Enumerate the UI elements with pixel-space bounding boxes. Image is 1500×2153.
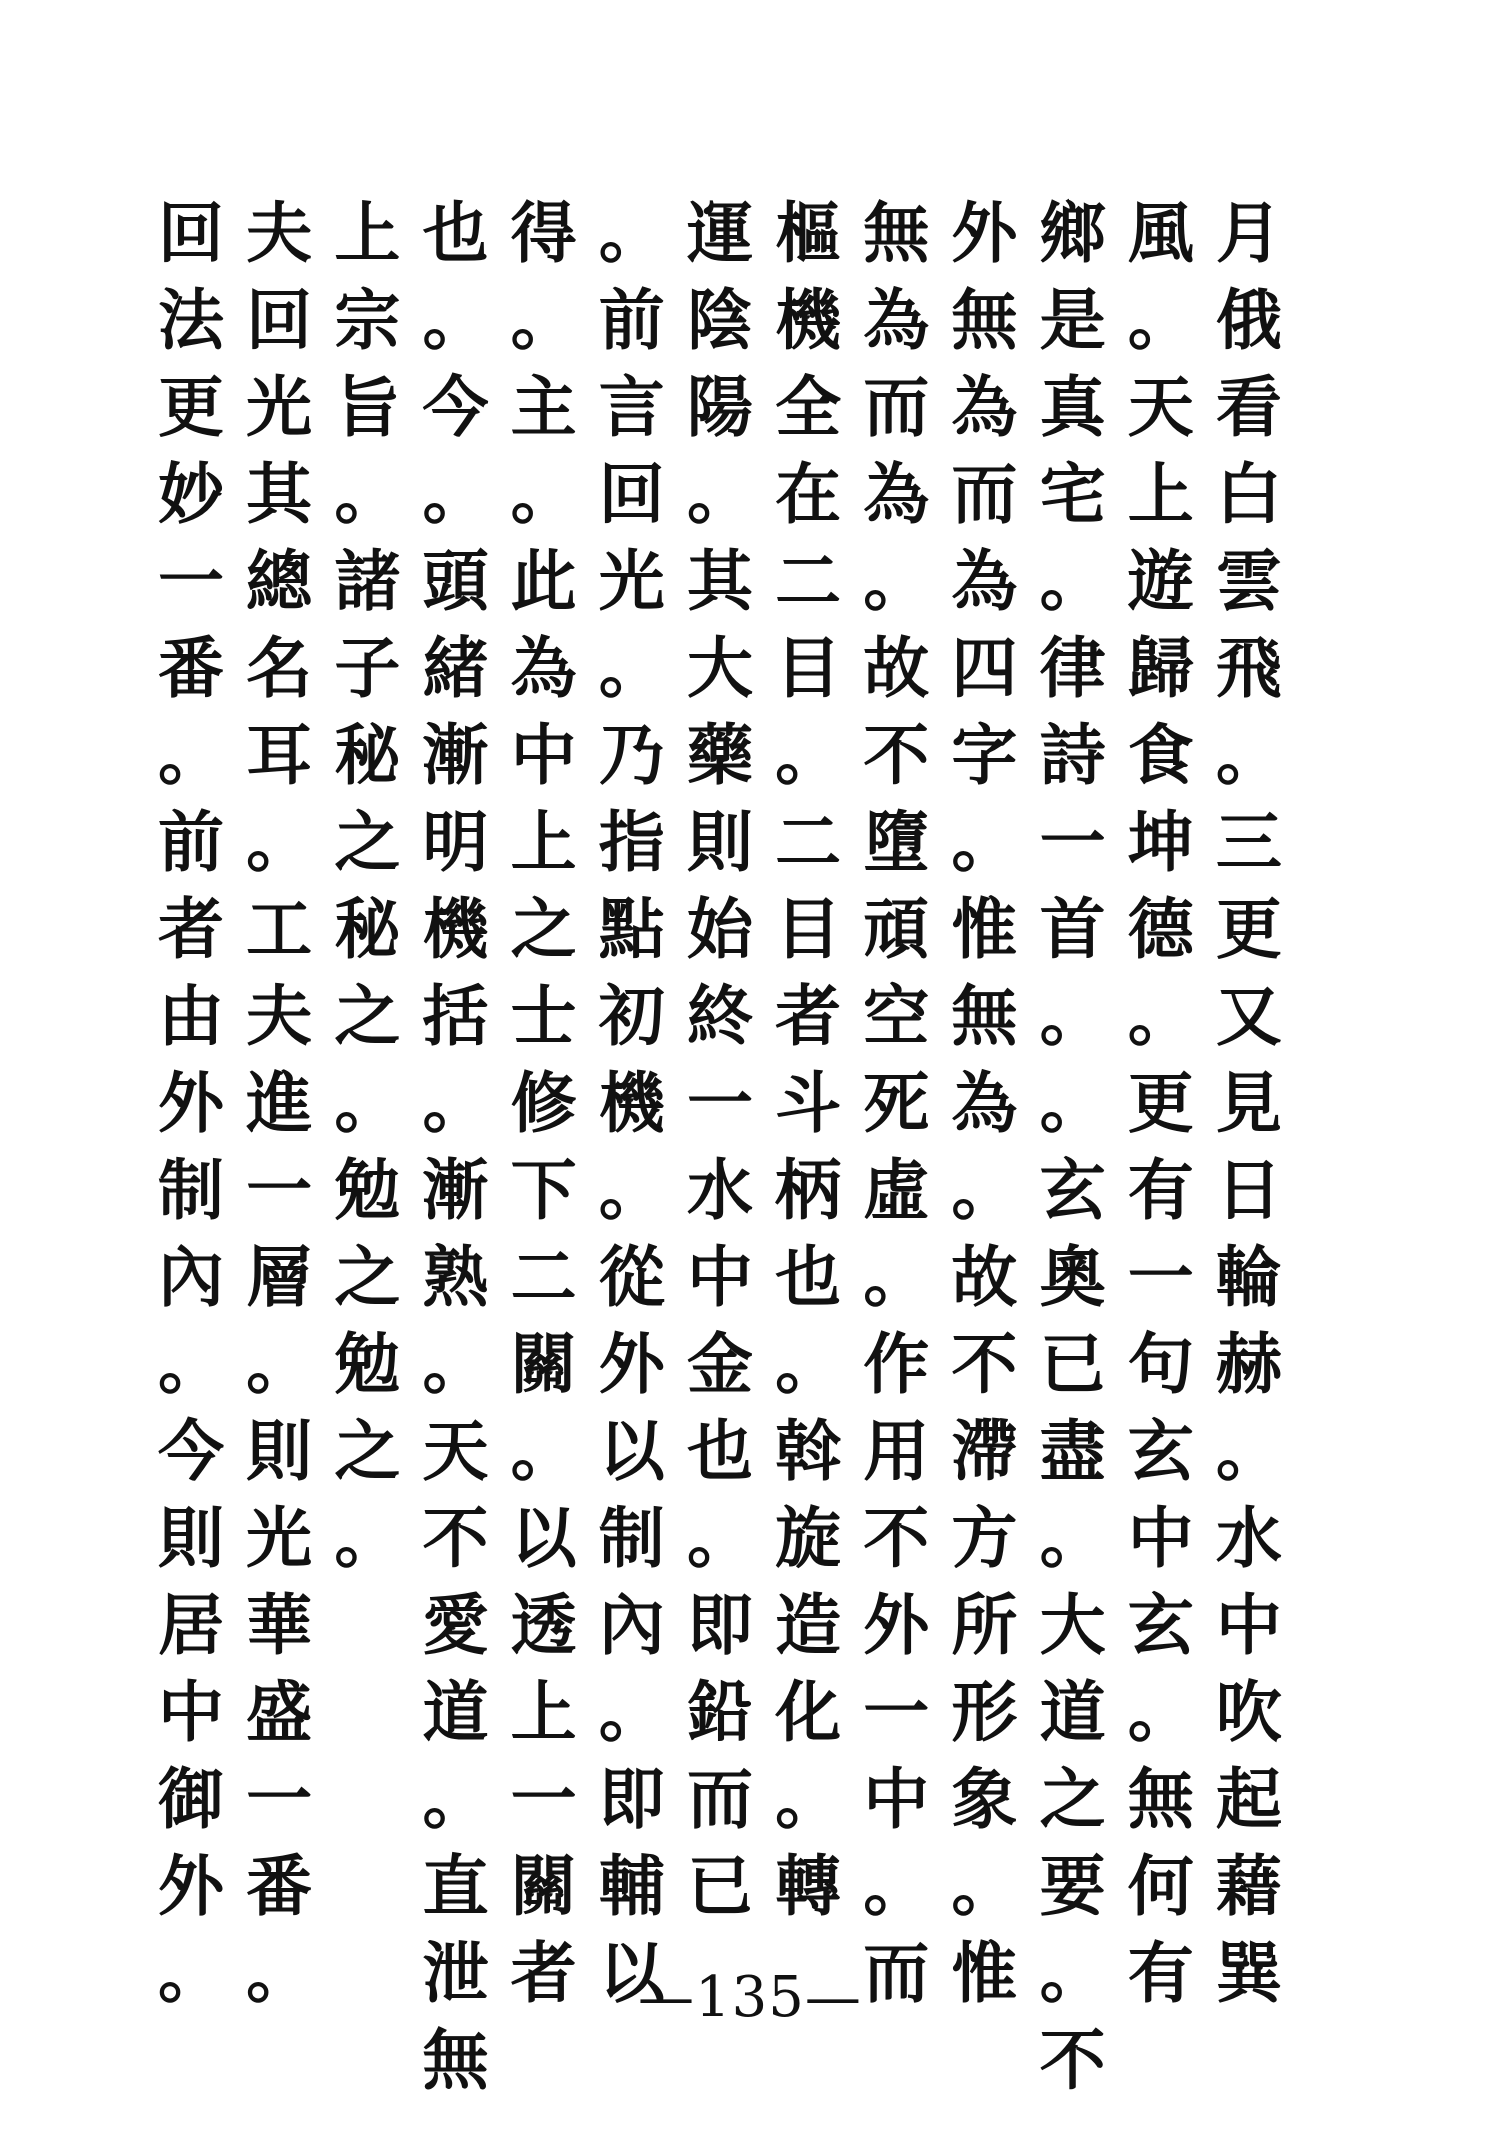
glyph: 吹 <box>1215 1673 1282 1751</box>
text-column <box>1032 190 1114 2099</box>
glyph: 赫 <box>1215 1325 1282 1403</box>
glyph: 無 <box>422 2021 489 2099</box>
glyph: 中 <box>1215 1586 1282 1664</box>
glyph: 。 <box>1039 1499 1106 1577</box>
glyph: 金 <box>686 1325 753 1403</box>
glyph: 上 <box>1127 455 1194 533</box>
glyph: 一 <box>686 1064 753 1142</box>
glyph: 全 <box>775 368 842 446</box>
glyph: 外 <box>158 1847 224 1925</box>
glyph: 輔 <box>598 1847 665 1925</box>
glyph: 。 <box>1127 281 1194 359</box>
glyph: 。 <box>1215 1412 1282 1490</box>
glyph: 月 <box>1215 194 1282 272</box>
glyph: 中 <box>510 716 577 794</box>
glyph: 層 <box>246 1238 313 1316</box>
glyph: 頑 <box>863 890 930 968</box>
glyph: 漸 <box>422 1151 489 1229</box>
glyph: 無 <box>951 281 1018 359</box>
glyph: 。 <box>510 281 577 359</box>
glyph: 內 <box>598 1586 665 1664</box>
glyph: 空 <box>863 977 930 1055</box>
glyph: 玄 <box>1127 1412 1194 1490</box>
glyph: 二 <box>510 1238 577 1316</box>
glyph: 日 <box>1215 1151 1282 1229</box>
glyph: 斡 <box>775 1412 842 1490</box>
glyph: 轉 <box>775 1847 842 1925</box>
glyph: 進 <box>246 1064 313 1142</box>
glyph: 主 <box>510 368 577 446</box>
glyph: 真 <box>1039 368 1106 446</box>
glyph: 。 <box>422 281 489 359</box>
glyph: 以 <box>510 1499 577 1577</box>
glyph: 四 <box>951 629 1018 707</box>
glyph: 點 <box>598 890 665 968</box>
glyph: 今 <box>158 1412 224 1490</box>
glyph: 秘 <box>334 716 401 794</box>
glyph: 天 <box>422 1412 489 1490</box>
glyph: 更 <box>1215 890 1282 968</box>
glyph: 墮 <box>863 803 930 881</box>
glyph: 用 <box>863 1412 930 1490</box>
glyph: 。 <box>1215 716 1282 794</box>
glyph: 之 <box>334 803 401 881</box>
glyph: 機 <box>598 1064 665 1142</box>
glyph: 外 <box>598 1325 665 1403</box>
glyph: 者 <box>158 890 224 968</box>
glyph: 機 <box>775 281 842 359</box>
glyph: 道 <box>1039 1673 1106 1751</box>
glyph: 制 <box>598 1499 665 1577</box>
glyph: 。 <box>246 1934 313 2012</box>
glyph: 宗 <box>334 281 401 359</box>
glyph: 為 <box>863 455 930 533</box>
glyph: 以 <box>598 1934 665 2012</box>
glyph: 一 <box>246 1760 313 1838</box>
glyph: 御 <box>158 1760 224 1838</box>
glyph: 二 <box>775 542 842 620</box>
glyph: 一 <box>863 1673 930 1751</box>
glyph: 死 <box>863 1064 930 1142</box>
glyph: 藥 <box>686 716 753 794</box>
text-column <box>414 190 496 2099</box>
glyph: 前 <box>598 281 665 359</box>
glyph: 以 <box>598 1412 665 1490</box>
text-column <box>591 190 673 2012</box>
glyph: 法 <box>158 281 224 359</box>
glyph: 番 <box>158 629 224 707</box>
glyph: 天 <box>1127 368 1194 446</box>
glyph: 大 <box>686 629 753 707</box>
glyph: 耳 <box>246 716 313 794</box>
glyph: 之 <box>334 1412 401 1490</box>
glyph: 。 <box>246 803 313 881</box>
glyph: 。 <box>863 1847 930 1925</box>
glyph: 者 <box>775 977 842 1055</box>
glyph: 造 <box>775 1586 842 1664</box>
glyph: 士 <box>510 977 577 1055</box>
glyph: 道 <box>422 1673 489 1751</box>
glyph: 。 <box>863 542 930 620</box>
glyph: 方 <box>951 1499 1018 1577</box>
glyph: 回 <box>246 281 313 359</box>
glyph: 。 <box>246 1325 313 1403</box>
glyph: 形 <box>951 1673 1018 1751</box>
glyph: 而 <box>686 1760 753 1838</box>
glyph: 。 <box>1039 542 1106 620</box>
text-column <box>767 190 849 1930</box>
glyph: 宅 <box>1039 455 1106 533</box>
glyph: 華 <box>246 1586 313 1664</box>
glyph: 妙 <box>158 455 224 533</box>
glyph: 。 <box>1127 977 1194 1055</box>
glyph: 頭 <box>422 542 489 620</box>
glyph: 一 <box>158 542 224 620</box>
glyph: 回 <box>598 455 665 533</box>
glyph: 不 <box>1039 2021 1106 2099</box>
glyph: 不 <box>863 1499 930 1577</box>
glyph: 。 <box>1127 1673 1194 1751</box>
glyph: 是 <box>1039 281 1106 359</box>
glyph: 漸 <box>422 716 489 794</box>
glyph: 雲 <box>1215 542 1282 620</box>
glyph: 詩 <box>1039 716 1106 794</box>
glyph: 。 <box>158 1934 224 2012</box>
glyph: 名 <box>246 629 313 707</box>
glyph: 泄 <box>422 1934 489 2012</box>
glyph: 三 <box>1215 803 1282 881</box>
glyph: 鄉 <box>1039 194 1106 272</box>
glyph: 工 <box>246 890 313 968</box>
glyph: 白 <box>1215 455 1282 533</box>
glyph: 運 <box>686 194 753 272</box>
glyph: 首 <box>1039 890 1106 968</box>
glyph: 水 <box>686 1151 753 1229</box>
glyph: 即 <box>598 1760 665 1838</box>
glyph: 無 <box>951 977 1018 1055</box>
glyph: 中 <box>686 1238 753 1316</box>
glyph: 明 <box>422 803 489 881</box>
glyph: 。 <box>598 1151 665 1229</box>
glyph: 句 <box>1127 1325 1194 1403</box>
glyph: 前 <box>158 803 224 881</box>
glyph: 陰 <box>686 281 753 359</box>
glyph: 之 <box>510 890 577 968</box>
glyph: 則 <box>686 803 753 881</box>
glyph: 更 <box>158 368 224 446</box>
glyph: 。 <box>775 1760 842 1838</box>
text-column <box>326 190 408 1930</box>
text-column <box>503 190 585 2012</box>
glyph: 不 <box>422 1499 489 1577</box>
glyph: 。 <box>1039 1934 1106 2012</box>
glyph: 上 <box>510 803 577 881</box>
glyph: 始 <box>686 890 753 968</box>
glyph: 。 <box>422 1760 489 1838</box>
glyph: 奧 <box>1039 1238 1106 1316</box>
glyph: 一 <box>1127 1238 1194 1316</box>
glyph: 柄 <box>775 1151 842 1229</box>
glyph: 。 <box>863 1238 930 1316</box>
glyph: 巽 <box>1215 1934 1282 2012</box>
glyph: 其 <box>246 455 313 533</box>
text-column <box>238 190 320 2012</box>
glyph: 機 <box>422 890 489 968</box>
glyph: 。 <box>510 455 577 533</box>
glyph: 遊 <box>1127 542 1194 620</box>
glyph: 。 <box>158 716 224 794</box>
glyph: 已 <box>1039 1325 1106 1403</box>
glyph: 。 <box>686 455 753 533</box>
glyph: 。 <box>598 629 665 707</box>
glyph: 。 <box>598 194 665 272</box>
glyph: 食 <box>1127 716 1194 794</box>
text-column <box>943 190 1025 2012</box>
glyph: 俄 <box>1215 281 1282 359</box>
glyph: 光 <box>246 1499 313 1577</box>
glyph: 。 <box>334 1499 401 1577</box>
glyph: 修 <box>510 1064 577 1142</box>
glyph: 鉛 <box>686 1673 753 1751</box>
glyph: 斗 <box>775 1064 842 1142</box>
glyph: 故 <box>951 1238 1018 1316</box>
glyph: 。 <box>334 455 401 533</box>
text-column <box>1120 190 1202 2012</box>
glyph: 盛 <box>246 1673 313 1751</box>
glyph: 勉 <box>334 1151 401 1229</box>
glyph: 夫 <box>246 977 313 1055</box>
glyph: 則 <box>246 1412 313 1490</box>
glyph: 陽 <box>686 368 753 446</box>
glyph: 中 <box>863 1760 930 1838</box>
glyph: 之 <box>334 977 401 1055</box>
glyph: 惟 <box>951 890 1018 968</box>
glyph: 熟 <box>422 1238 489 1316</box>
glyph: 已 <box>686 1847 753 1925</box>
glyph: 歸 <box>1127 629 1194 707</box>
glyph: 見 <box>1215 1064 1282 1142</box>
text-column <box>855 190 937 2012</box>
glyph: 作 <box>863 1325 930 1403</box>
glyph: 起 <box>1215 1760 1282 1838</box>
glyph: 。 <box>422 455 489 533</box>
glyph: 在 <box>775 455 842 533</box>
glyph: 二 <box>775 803 842 881</box>
glyph: 此 <box>510 542 577 620</box>
glyph: 虛 <box>863 1151 930 1229</box>
glyph: 又 <box>1215 977 1282 1055</box>
glyph: 。 <box>422 1064 489 1142</box>
glyph: 從 <box>598 1238 665 1316</box>
glyph: 藉 <box>1215 1847 1282 1925</box>
glyph: 有 <box>1127 1934 1194 2012</box>
glyph: 故 <box>863 629 930 707</box>
glyph: 德 <box>1127 890 1194 968</box>
glyph: 一 <box>1039 803 1106 881</box>
glyph: 由 <box>158 977 224 1055</box>
glyph: 回 <box>158 194 224 272</box>
glyph: 上 <box>334 194 401 272</box>
glyph: 夫 <box>246 194 313 272</box>
glyph: 輪 <box>1215 1238 1282 1316</box>
glyph: 外 <box>951 194 1018 272</box>
glyph: 也 <box>686 1412 753 1490</box>
glyph: 盡 <box>1039 1412 1106 1490</box>
glyph: 者 <box>510 1934 577 2012</box>
glyph: 勉 <box>334 1325 401 1403</box>
glyph: 坤 <box>1127 803 1194 881</box>
glyph: 言 <box>598 368 665 446</box>
glyph: 一 <box>246 1151 313 1229</box>
glyph: 則 <box>158 1499 224 1577</box>
glyph: 上 <box>510 1673 577 1751</box>
glyph: 為 <box>510 629 577 707</box>
glyph: 外 <box>863 1586 930 1664</box>
glyph: 。 <box>686 1499 753 1577</box>
glyph: 目 <box>775 629 842 707</box>
glyph: 惟 <box>951 1934 1018 2012</box>
glyph: 要 <box>1039 1847 1106 1925</box>
glyph: 何 <box>1127 1847 1194 1925</box>
glyph: 內 <box>158 1238 224 1316</box>
glyph: 為 <box>951 1064 1018 1142</box>
glyph: 指 <box>598 803 665 881</box>
glyph: 番 <box>246 1847 313 1925</box>
glyph: 而 <box>863 368 930 446</box>
glyph: 即 <box>686 1586 753 1664</box>
glyph: 樞 <box>775 194 842 272</box>
glyph: 水 <box>1215 1499 1282 1577</box>
glyph: 直 <box>422 1847 489 1925</box>
glyph: 不 <box>951 1325 1018 1403</box>
glyph: 為 <box>951 368 1018 446</box>
glyph: 看 <box>1215 368 1282 446</box>
glyph: 也 <box>775 1238 842 1316</box>
glyph: 為 <box>863 281 930 359</box>
glyph: 。 <box>1039 1064 1106 1142</box>
text-column <box>1208 190 1290 2012</box>
glyph: 中 <box>1127 1499 1194 1577</box>
glyph: 其 <box>686 542 753 620</box>
glyph: 下 <box>510 1151 577 1229</box>
glyph: 而 <box>863 1934 930 2012</box>
glyph: 也 <box>422 194 489 272</box>
glyph: 之 <box>1039 1760 1106 1838</box>
glyph: 象 <box>951 1760 1018 1838</box>
glyph: 總 <box>246 542 313 620</box>
glyph: 。 <box>422 1325 489 1403</box>
glyph: 無 <box>1127 1760 1194 1838</box>
glyph: 。 <box>951 803 1018 881</box>
glyph: 字 <box>951 716 1018 794</box>
glyph: 關 <box>510 1847 577 1925</box>
glyph: 大 <box>1039 1586 1106 1664</box>
glyph: 滯 <box>951 1412 1018 1490</box>
glyph: 透 <box>510 1586 577 1664</box>
glyph: 今 <box>422 368 489 446</box>
glyph: 光 <box>246 368 313 446</box>
glyph: 關 <box>510 1325 577 1403</box>
glyph: 旋 <box>775 1499 842 1577</box>
glyph: 為 <box>951 542 1018 620</box>
glyph: 。 <box>775 716 842 794</box>
glyph: 律 <box>1039 629 1106 707</box>
glyph: 一 <box>510 1760 577 1838</box>
glyph: 制 <box>158 1151 224 1229</box>
glyph: 初 <box>598 977 665 1055</box>
glyph: 。 <box>951 1151 1018 1229</box>
glyph: 秘 <box>334 890 401 968</box>
page-number: —135— <box>638 1965 862 2030</box>
glyph: 光 <box>598 542 665 620</box>
glyph: 玄 <box>1039 1151 1106 1229</box>
glyph: 化 <box>775 1673 842 1751</box>
glyph: 終 <box>686 977 753 1055</box>
glyph: 。 <box>334 1064 401 1142</box>
glyph: 得 <box>510 194 577 272</box>
glyph: 。 <box>775 1325 842 1403</box>
glyph: 目 <box>775 890 842 968</box>
glyph: 緒 <box>422 629 489 707</box>
glyph: 諸 <box>334 542 401 620</box>
text-column <box>679 190 761 1930</box>
glyph: 乃 <box>598 716 665 794</box>
glyph: 。 <box>598 1673 665 1751</box>
glyph: 所 <box>951 1586 1018 1664</box>
text-column <box>150 190 232 2012</box>
glyph: 中 <box>158 1673 224 1751</box>
glyph: 不 <box>863 716 930 794</box>
glyph: 。 <box>1039 977 1106 1055</box>
glyph: 。 <box>951 1847 1018 1925</box>
glyph: 外 <box>158 1064 224 1142</box>
glyph: 有 <box>1127 1151 1194 1229</box>
glyph: 之 <box>334 1238 401 1316</box>
glyph: 居 <box>158 1586 224 1664</box>
glyph: 風 <box>1127 194 1194 272</box>
glyph: 括 <box>422 977 489 1055</box>
glyph: 無 <box>863 194 930 272</box>
glyph: 愛 <box>422 1586 489 1664</box>
glyph: 。 <box>158 1325 224 1403</box>
glyph: 子 <box>334 629 401 707</box>
glyph: 旨 <box>334 368 401 446</box>
glyph: 更 <box>1127 1064 1194 1142</box>
glyph: 。 <box>510 1412 577 1490</box>
glyph: 玄 <box>1127 1586 1194 1664</box>
glyph: 飛 <box>1215 629 1282 707</box>
glyph: 而 <box>951 455 1018 533</box>
